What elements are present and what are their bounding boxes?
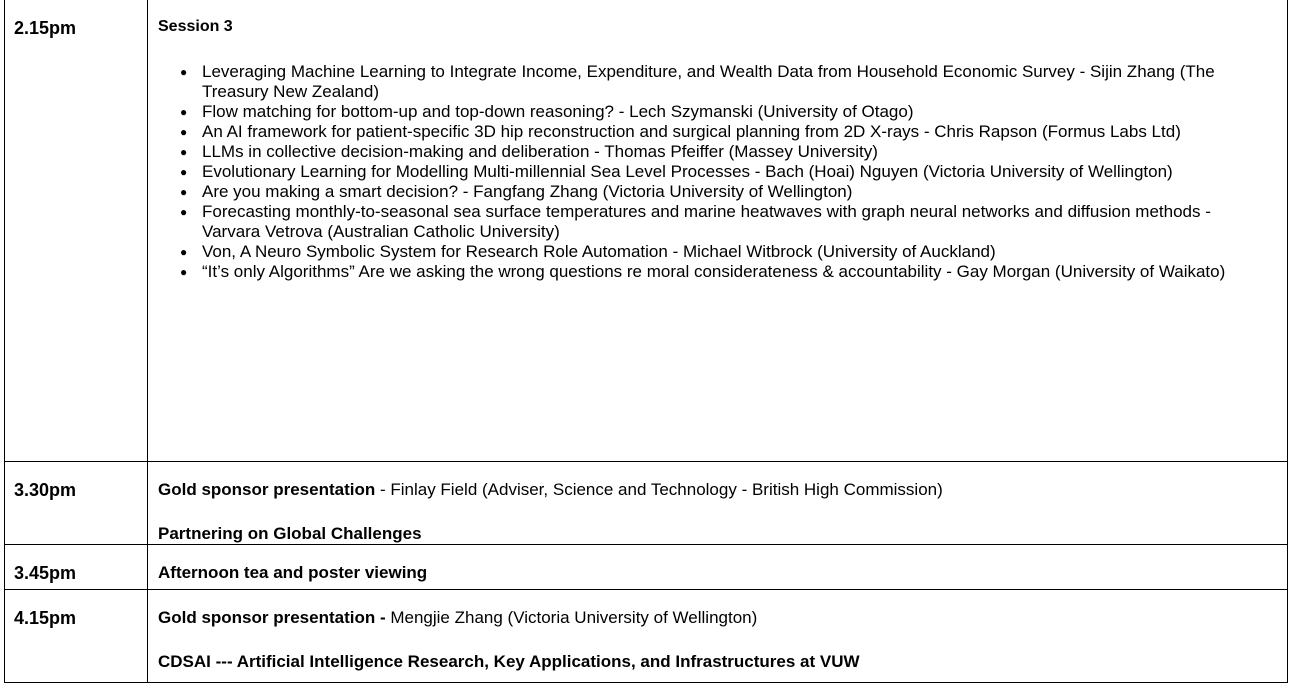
talk-text: Forecasting monthly-to-seasonal sea surface temperatures and marine heatwaves with graph neural networks and diffusion methods - Varvara Vetrova (Australian Catholic University) [202, 202, 1211, 241]
list-item [158, 162, 1287, 182]
presentation-title: CDSAI --- Artificial Intelligence Research, Key Applications, and Infrastructures at VUW [158, 652, 860, 671]
content-cell [148, 545, 1288, 590]
presentation-heading: Gold sponsor presentation [158, 480, 376, 499]
list-item [158, 122, 1287, 142]
content-cell [148, 0, 1288, 462]
list-item [158, 142, 1287, 162]
talk-list [158, 62, 1287, 282]
schedule-row-gold-sponsor-1 [5, 462, 1288, 545]
bullet-icon: ● [180, 165, 188, 179]
talk-text: LLMs in collective decision-making and deliberation - Thomas Pfeiffer (Massey University) [202, 142, 878, 161]
presentation-title: Partnering on Global Challenges [158, 524, 422, 543]
bullet-icon: ● [180, 245, 188, 259]
content-cell [148, 590, 1288, 683]
schedule-row-session-3 [5, 0, 1288, 462]
list-item [158, 202, 1287, 242]
schedule-table [4, 0, 1288, 683]
session-title: Session 3 [158, 18, 233, 35]
time-label: 2.15pm [14, 18, 77, 38]
time-cell [5, 0, 148, 462]
bullet-icon: ● [180, 145, 188, 159]
time-cell [5, 590, 148, 683]
bullet-icon: ● [180, 105, 188, 119]
content-cell [148, 462, 1288, 545]
list-item [158, 182, 1287, 202]
bullet-icon: ● [180, 65, 188, 79]
bullet-icon: ● [180, 185, 188, 199]
session-title: Afternoon tea and poster viewing [158, 563, 428, 582]
talk-text: Von, A Neuro Symbolic System for Research Role Automation - Michael Witbrock (University of Auckland) [202, 242, 996, 261]
presentation-line [158, 608, 1287, 628]
time-label: 3.45pm [14, 563, 77, 583]
talk-text: Flow matching for bottom-up and top-down reasoning? - Lech Szymanski (University of Otago) [202, 102, 914, 121]
presenter-text: Mengjie Zhang (Victoria University of Wellington) [385, 608, 758, 627]
time-label: 4.15pm [14, 608, 77, 628]
list-item [158, 102, 1287, 122]
talk-text: Leveraging Machine Learning to Integrate Income, Expenditure, and Wealth Data from Household Economic Survey - Sijin Zhang (The Treasury New Zealand) [202, 62, 1215, 101]
talk-text: An AI framework for patient-specific 3D hip reconstruction and surgical planning from 2D X-rays - Chris Rapson (Formus Labs Ltd) [202, 122, 1181, 141]
list-item [158, 62, 1287, 102]
time-label: 3.30pm [14, 480, 77, 500]
list-item [158, 242, 1287, 262]
presenter-text: - Finlay Field (Adviser, Science and Technology - British High Commission) [375, 480, 943, 499]
talk-text: Evolutionary Learning for Modelling Multi-millennial Sea Level Processes - Bach (Hoai) Nguyen (Victoria University of Wellington) [202, 162, 1173, 181]
bullet-icon: ● [180, 205, 188, 219]
bullet-icon: ● [180, 125, 188, 139]
talk-text: “It’s only Algorithms” Are we asking the wrong questions re moral considerateness & accountability - Gay Morgan (University of Waikato) [202, 262, 1226, 281]
presentation-line [158, 480, 1287, 500]
list-item [158, 262, 1287, 282]
schedule-row-gold-sponsor-2 [5, 590, 1288, 683]
bullet-icon: ● [180, 265, 188, 279]
time-cell [5, 462, 148, 545]
talk-text: Are you making a smart decision? - Fangfang Zhang (Victoria University of Wellington) [202, 182, 853, 201]
schedule-row-afternoon-tea [5, 545, 1288, 590]
presentation-heading: Gold sponsor presentation - [158, 608, 386, 627]
time-cell [5, 545, 148, 590]
